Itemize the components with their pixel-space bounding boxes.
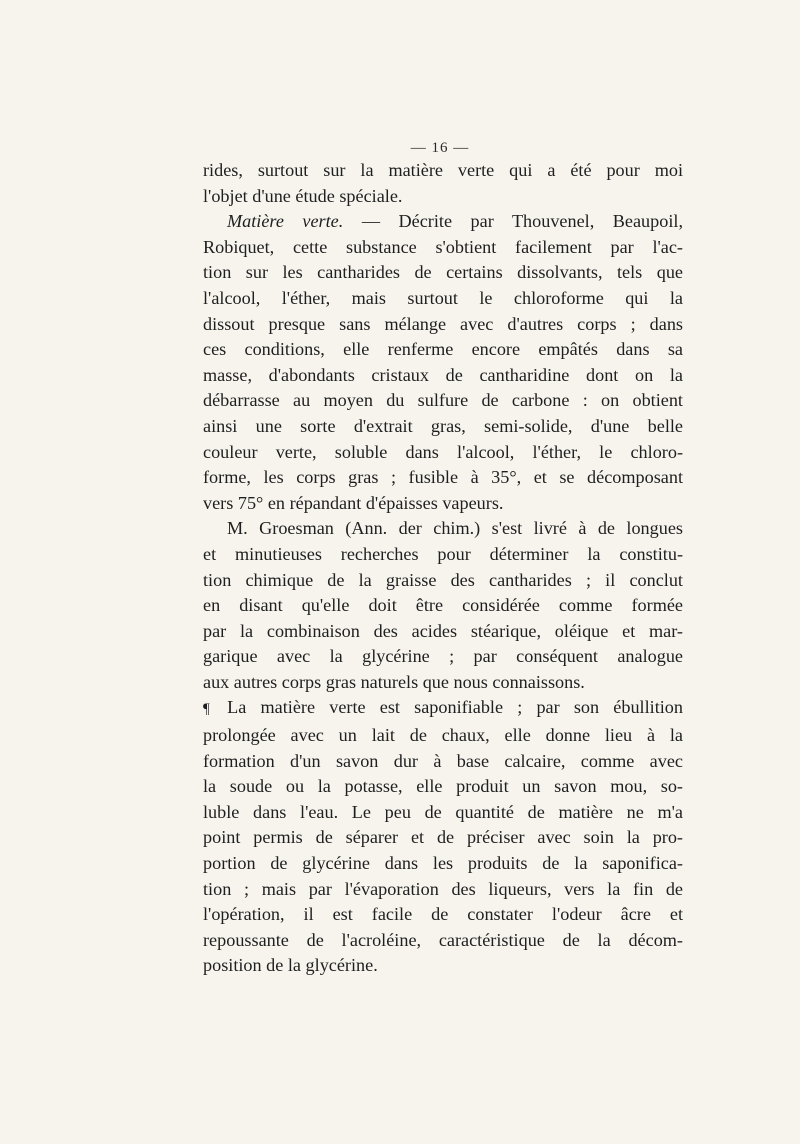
text-line: tion chimique de la graisse des cantharides ; il conclut [203, 569, 683, 590]
text-line: point permis de séparer et de préciser avec soin la pro- [203, 827, 683, 848]
text-line: l'objet d'une étude spéciale. [203, 185, 403, 206]
text-line: débarrasse au moyen du sulfure de carbone : on obtient [203, 390, 683, 411]
text-line: tion ; mais par l'évaporation des liqueurs, vers la fin de [203, 878, 683, 899]
text-line: M. Groesman (Ann. der chim.) s'est livré à de longues [227, 518, 683, 539]
page-number: — 16 — [410, 140, 470, 156]
text-line: tion sur les cantharides de certains dissolvants, tels que [203, 262, 683, 283]
text-line: vers 75° en répandant d'épaisses vapeurs. [203, 492, 504, 513]
text-line: position de la glycérine. [203, 955, 378, 976]
text-line: par la combinaison des acides stéarique, oléique et mar- [203, 620, 683, 641]
text-line: dissout presque sans mélange avec d'autres corps ; dans [203, 313, 683, 334]
text-line [203, 209, 683, 235]
paragraph-2 [203, 209, 683, 516]
text-line: prolongée avec un lait de chaux, elle donne lieu à la [203, 725, 683, 746]
text-line: luble dans l'eau. Le peu de quantité de matière ne m'a [203, 801, 683, 822]
section-heading-italic: Matière verte. [227, 211, 344, 232]
text-line: rides, surtout sur la matière verte qui a été pour moi [203, 160, 683, 180]
text-fragment: — Décrite par Thouvenel, Beaupoil, [343, 211, 683, 232]
text-line [203, 695, 683, 723]
text-line: ainsi une sorte d'extrait gras, semi-solide, d'une belle [203, 415, 683, 436]
paragraph-3 [203, 516, 683, 695]
text-line: la soude ou la potasse, elle produit un savon mou, so- [203, 776, 683, 797]
text-fragment: La matière verte est saponifiable ; par son ébullition [213, 697, 683, 718]
text-line: l'opération, il est facile de constater l'odeur âcre et [203, 904, 683, 925]
text-line: ces conditions, elle renferme encore empâtés dans sa [203, 339, 683, 360]
text-line: Robiquet, cette substance s'obtient facilement par l'ac- [203, 236, 683, 257]
body-text [203, 158, 683, 979]
text-line: garique avec la glycérine ; par conséquent analogue [203, 646, 683, 667]
text-line: et minutieuses recherches pour déterminer la constitu- [203, 543, 683, 564]
paragraph-4 [203, 695, 683, 979]
text-line: portion de glycérine dans les produits de la saponifica- [203, 853, 683, 874]
text-line: l'alcool, l'éther, mais surtout le chloroforme qui la [203, 287, 683, 308]
text-line: formation d'un savon dur à base calcaire, comme avec [203, 750, 683, 771]
text-line: aux autres corps gras naturels que nous connaissons. [203, 671, 585, 692]
text-line: couleur verte, soluble dans l'alcool, l'éther, le chloro- [203, 441, 683, 462]
pilcrow-mark: ¶ [203, 701, 210, 718]
text-line: masse, d'abondants cristaux de cantharidine dont on la [203, 364, 683, 385]
text-line: en disant qu'elle doit être considérée comme formée [203, 595, 683, 616]
paragraph-1 [203, 158, 683, 209]
text-line: forme, les corps gras ; fusible à 35°, et se décomposant [203, 467, 683, 488]
text-line: repoussante de l'acroléine, caractéristique de la décom- [203, 929, 683, 950]
